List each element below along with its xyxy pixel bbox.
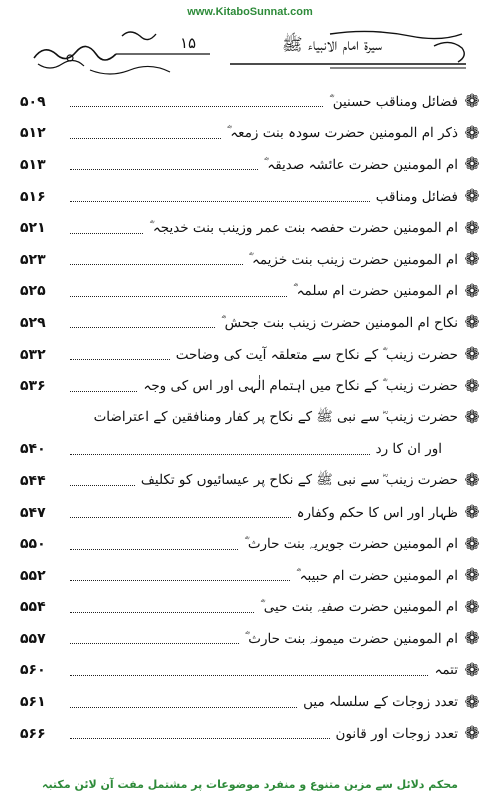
dot-leader — [70, 254, 243, 265]
flower-bullet-icon: ❁ — [464, 122, 480, 144]
toc-entry-title: فضائل ومناقب — [375, 188, 458, 205]
flower-bullet-icon: ❁ — [464, 691, 480, 713]
toc-page-number: ۵۵۴ — [20, 599, 46, 616]
toc-page-number: ۵۱۶ — [20, 188, 46, 205]
toc-entry-title: نکاح ام المومنین حضرت زینب بنت جحش ؓ — [221, 314, 458, 331]
flower-bullet-icon: ❁ — [464, 502, 480, 524]
dot-leader — [70, 223, 143, 234]
toc-entry-title: ام المومنین حضرت عائشہ صدیقہ ؓ — [263, 156, 458, 173]
site-url[interactable]: www.KitaboSunnat.com — [187, 6, 313, 18]
toc-entry-title: حضرت زینب ؓ کے نکاح میں اہتمام الٰہی اور اس کی وجہ — [143, 378, 458, 395]
toc-entry-title: ام المومنین حضرت جویریہ بنت حارث ؓ — [244, 536, 458, 553]
dot-leader — [70, 633, 239, 644]
flower-bullet-icon: ❁ — [464, 596, 480, 618]
toc-page-number: ۵۱۳ — [20, 156, 46, 173]
toc-page-number: ۵۲۱ — [20, 220, 46, 237]
running-title: سیرۃ امام الانبیاء ﷺ — [281, 35, 382, 55]
toc-entry-title: تعدد زوجات کے سلسلہ میں — [303, 694, 458, 711]
flower-bullet-icon: ❁ — [464, 312, 480, 334]
dot-leader — [70, 475, 135, 486]
toc-entry-title: حضرت زینب ؓ سے نبی ﷺ کے نکاح پر کفار ومنافقین کے اعتراضات — [93, 408, 458, 425]
dot-leader — [70, 602, 254, 613]
toc-entry — [20, 528, 482, 560]
dot-leader — [70, 570, 290, 581]
toc-entry — [20, 212, 482, 244]
flower-bullet-icon: ❁ — [464, 280, 480, 302]
table-of-contents — [20, 86, 482, 749]
toc-entry-title: حضرت زینب ؓ کے نکاح سے متعلقہ آیت کی وضاحت — [175, 346, 458, 363]
toc-entry — [20, 434, 482, 466]
toc-page-number: ۵۲۹ — [20, 314, 46, 331]
ornamental-header-border — [30, 24, 470, 82]
flower-bullet-icon: ❁ — [464, 375, 480, 397]
toc-entry — [20, 655, 482, 687]
flower-bullet-icon: ❁ — [464, 186, 480, 208]
toc-entry — [20, 465, 482, 497]
flower-bullet-icon: ❁ — [464, 217, 480, 239]
toc-entry — [20, 307, 482, 339]
toc-entry-title: ام المومنین حضرت ام حبیبہ ؓ — [296, 567, 458, 584]
toc-entry — [20, 86, 482, 118]
toc-page-number: ۵۴۴ — [20, 472, 46, 489]
flower-bullet-icon: ❁ — [464, 154, 480, 176]
flower-bullet-icon: ❁ — [464, 533, 480, 555]
toc-entry — [20, 686, 482, 718]
flower-bullet-icon: ❁ — [464, 407, 480, 429]
dot-leader — [70, 539, 238, 550]
flower-bullet-icon: ❁ — [464, 344, 480, 366]
toc-entry-title: ام المومنین حضرت حفصہ بنت عمر وزینب بنت خدیجہ ؓ — [149, 220, 458, 237]
toc-entry-title: ذکر ام المومنین حضرت سودہ بنت زمعہ ؓ — [226, 125, 458, 142]
dot-leader — [70, 665, 428, 676]
flower-bullet-icon: ❁ — [464, 249, 480, 271]
toc-entry — [20, 339, 482, 371]
toc-page-number: ۵۳۶ — [20, 378, 46, 395]
dot-leader — [70, 381, 137, 392]
toc-page-number: ۵۶۰ — [20, 662, 46, 679]
toc-page-number: ۵۵۷ — [20, 630, 46, 647]
toc-page-number: ۵۶۱ — [20, 694, 46, 711]
dot-leader — [70, 349, 170, 360]
flower-bullet-icon: ❁ — [464, 723, 480, 745]
toc-page-number: ۵۱۲ — [20, 125, 46, 142]
toc-page-number: ۵۴۷ — [20, 504, 46, 521]
toc-entry-title: حضرت زینب ؓ سے نبی ﷺ کے نکاح پر عیسائیوں کو تکلیف — [140, 471, 458, 488]
toc-entry — [20, 592, 482, 624]
toc-entry-title: ام المومنین حضرت صفیہ بنت حیی ؓ — [260, 599, 458, 616]
toc-entry-title: ام المومنین حضرت زینب بنت خزیمہ ؓ — [248, 251, 458, 268]
toc-entry — [20, 370, 482, 402]
dot-leader — [70, 317, 215, 328]
dot-leader — [70, 697, 297, 708]
dot-leader — [70, 728, 330, 739]
toc-entry — [20, 560, 482, 592]
dot-leader — [70, 128, 221, 139]
toc-entry-title: تعدد زوجات اور قانون — [335, 725, 458, 742]
toc-entry-title: تتمہ — [434, 662, 458, 679]
toc-page-number: ۵۴۰ — [20, 441, 46, 458]
dot-leader — [70, 507, 291, 518]
toc-entry — [20, 623, 482, 655]
toc-entry — [20, 276, 482, 308]
toc-entry — [20, 244, 482, 276]
flower-bullet-icon: ❁ — [464, 628, 480, 650]
toc-entry — [20, 497, 482, 529]
toc-entry-title: ام المومنین حضرت میمونہ بنت حارث ؓ — [244, 630, 458, 647]
toc-page-number: ۵۲۳ — [20, 251, 46, 268]
dot-leader — [70, 159, 258, 170]
toc-entry-title: ظہار اور اس کا حکم وکفارہ — [296, 504, 458, 521]
flower-bullet-icon: ❁ — [464, 470, 480, 492]
toc-entry-title: ام المومنین حضرت ام سلمہ ؓ — [293, 283, 458, 300]
toc-page-number: ۵۵۰ — [20, 536, 46, 553]
toc-page-number: ۵۵۲ — [20, 567, 46, 584]
dot-leader — [70, 444, 370, 455]
toc-entry — [20, 402, 482, 434]
flower-bullet-icon: ❁ — [464, 565, 480, 587]
dot-leader — [70, 286, 287, 297]
toc-page-number: ۵۲۵ — [20, 283, 46, 300]
toc-entry — [20, 718, 482, 750]
toc-entry-title: فضائل ومناقب حسنین ؓ — [329, 93, 458, 110]
toc-page-number: ۵۰۹ — [20, 93, 46, 110]
page-number: ۱۵ — [180, 34, 197, 52]
dot-leader — [70, 96, 323, 107]
page-header — [30, 24, 470, 82]
dot-leader — [70, 191, 370, 202]
toc-entry — [20, 181, 482, 213]
footer-tagline: محکم دلائل سے مزین متنوع و منفرد موضوعات پر مشتمل مفت آن لائن مکتبہ — [42, 778, 458, 791]
toc-page-number: ۵۳۲ — [20, 346, 46, 363]
toc-entry — [20, 118, 482, 150]
toc-page-number: ۵۶۶ — [20, 725, 46, 742]
flower-bullet-icon: ❁ — [464, 659, 480, 681]
toc-entry-title: اور ان کا رد — [375, 441, 442, 458]
flower-bullet-icon: ❁ — [464, 91, 480, 113]
toc-entry — [20, 149, 482, 181]
